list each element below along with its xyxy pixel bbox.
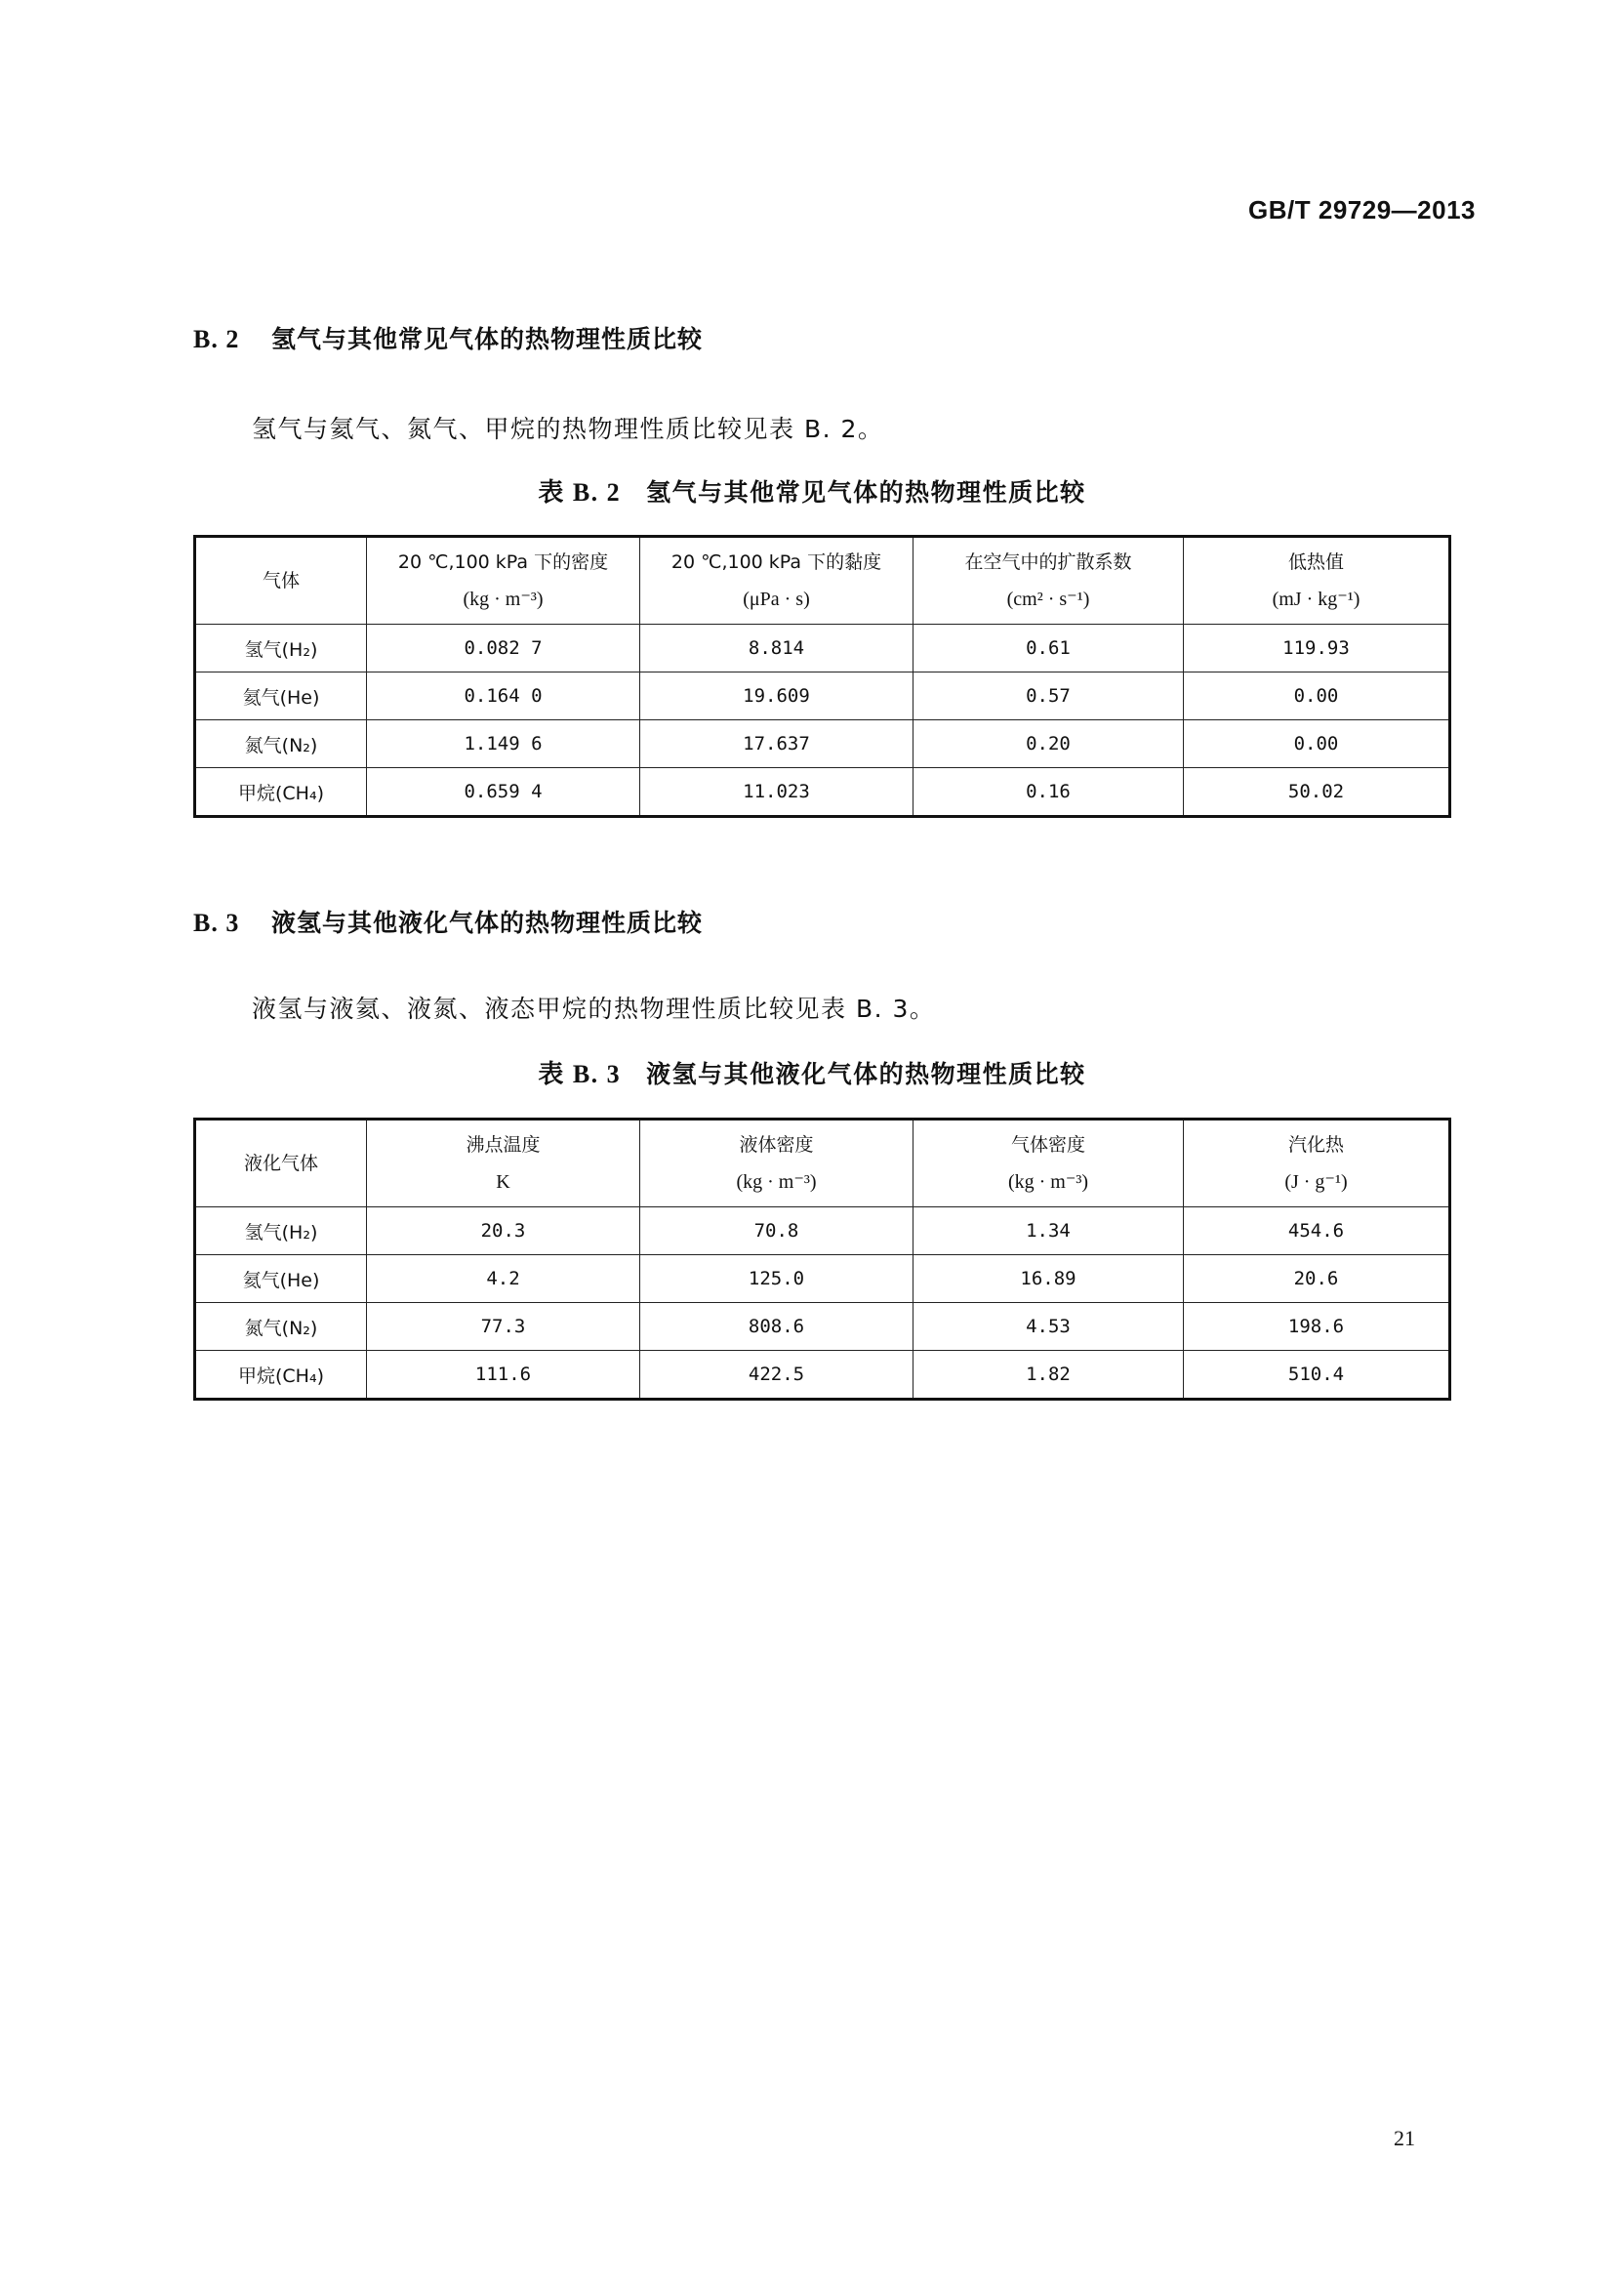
value-cell: 1.34 <box>914 1207 1184 1255</box>
table-row <box>195 768 1450 817</box>
table-title: 氢气与其他常见气体的热物理性质比较 <box>646 478 1086 507</box>
value-cell: 4.2 <box>367 1255 640 1303</box>
value-cell: 510.4 <box>1184 1351 1450 1400</box>
value-cell: 4.53 <box>914 1303 1184 1351</box>
gas-properties-table <box>193 535 1451 818</box>
header-cell: 20 ℃,100 kPa 下的密度 (kg · m⁻³) <box>367 537 640 625</box>
header-cell: 汽化热 (J · g⁻¹) <box>1184 1120 1450 1207</box>
header-cell: 液化气体 <box>195 1120 367 1207</box>
value-cell: 77.3 <box>367 1303 640 1351</box>
table-row <box>195 1255 1450 1303</box>
value-cell: 0.57 <box>914 672 1184 720</box>
section-paragraph-b2: 氢气与氦气、氮气、甲烷的热物理性质比较见表 B. 2。 <box>252 415 884 443</box>
section-title: 氢气与其他常见气体的热物理性质比较 <box>271 325 704 353</box>
section-heading-b3 <box>193 904 703 939</box>
value-cell: 0.20 <box>914 720 1184 768</box>
value-cell: 0.082 7 <box>367 625 640 672</box>
gas-name-cell: 氦气(He) <box>195 672 367 720</box>
value-cell: 20.3 <box>367 1207 640 1255</box>
header-cell: 气体密度 (kg · m⁻³) <box>914 1120 1184 1207</box>
value-cell: 8.814 <box>640 625 914 672</box>
value-cell: 125.0 <box>640 1255 914 1303</box>
header-cell: 液体密度 (kg · m⁻³) <box>640 1120 914 1207</box>
table-header-row <box>195 1120 1450 1207</box>
table-row <box>195 1207 1450 1255</box>
value-cell: 17.637 <box>640 720 914 768</box>
section-number: B. 3 <box>193 909 240 937</box>
value-cell: 0.00 <box>1184 672 1450 720</box>
gas-name-cell: 氮气(N₂) <box>195 720 367 768</box>
page-number: 21 <box>1394 2126 1415 2150</box>
table-label: 表 B. 3 <box>538 1060 622 1088</box>
table-label: 表 B. 2 <box>538 478 622 507</box>
header-cell: 气体 <box>195 537 367 625</box>
table-header-row <box>195 537 1450 625</box>
table-title: 液氢与其他液化气体的热物理性质比较 <box>646 1060 1086 1088</box>
table-caption-b2 <box>0 472 1624 509</box>
section-title: 液氢与其他液化气体的热物理性质比较 <box>271 909 704 937</box>
value-cell: 20.6 <box>1184 1255 1450 1303</box>
value-cell: 19.609 <box>640 672 914 720</box>
gas-name-cell: 氢气(H₂) <box>195 625 367 672</box>
section-paragraph-b3: 液氢与液氦、液氮、液态甲烷的热物理性质比较见表 B. 3。 <box>252 995 936 1023</box>
value-cell: 1.149 6 <box>367 720 640 768</box>
header-cell: 在空气中的扩散系数 (cm² · s⁻¹) <box>914 537 1184 625</box>
value-cell: 808.6 <box>640 1303 914 1351</box>
gas-name-cell: 氮气(N₂) <box>195 1303 367 1351</box>
gas-name-cell: 甲烷(CH₄) <box>195 768 367 817</box>
value-cell: 422.5 <box>640 1351 914 1400</box>
header-cell: 沸点温度 K <box>367 1120 640 1207</box>
value-cell: 50.02 <box>1184 768 1450 817</box>
value-cell: 198.6 <box>1184 1303 1450 1351</box>
gas-name-cell: 甲烷(CH₄) <box>195 1351 367 1400</box>
table-row <box>195 1351 1450 1400</box>
value-cell: 0.00 <box>1184 720 1450 768</box>
header-cell: 低热值 (mJ · kg⁻¹) <box>1184 537 1450 625</box>
value-cell: 454.6 <box>1184 1207 1450 1255</box>
liquefied-gas-properties-table <box>193 1118 1451 1401</box>
value-cell: 70.8 <box>640 1207 914 1255</box>
table-row <box>195 1303 1450 1351</box>
value-cell: 1.82 <box>914 1351 1184 1400</box>
value-cell: 16.89 <box>914 1255 1184 1303</box>
table-row <box>195 625 1450 672</box>
value-cell: 111.6 <box>367 1351 640 1400</box>
gas-name-cell: 氢气(H₂) <box>195 1207 367 1255</box>
gas-name-cell: 氦气(He) <box>195 1255 367 1303</box>
table-row <box>195 672 1450 720</box>
value-cell: 11.023 <box>640 768 914 817</box>
header-cell: 20 ℃,100 kPa 下的黏度 (μPa · s) <box>640 537 914 625</box>
standard-code: GB/T 29729—2013 <box>1248 195 1476 224</box>
value-cell: 0.61 <box>914 625 1184 672</box>
value-cell: 0.659 4 <box>367 768 640 817</box>
table-caption-b3 <box>0 1054 1624 1090</box>
value-cell: 0.16 <box>914 768 1184 817</box>
table-row <box>195 720 1450 768</box>
section-heading-b2 <box>193 320 703 355</box>
section-number: B. 2 <box>193 325 240 353</box>
value-cell: 0.164 0 <box>367 672 640 720</box>
value-cell: 119.93 <box>1184 625 1450 672</box>
